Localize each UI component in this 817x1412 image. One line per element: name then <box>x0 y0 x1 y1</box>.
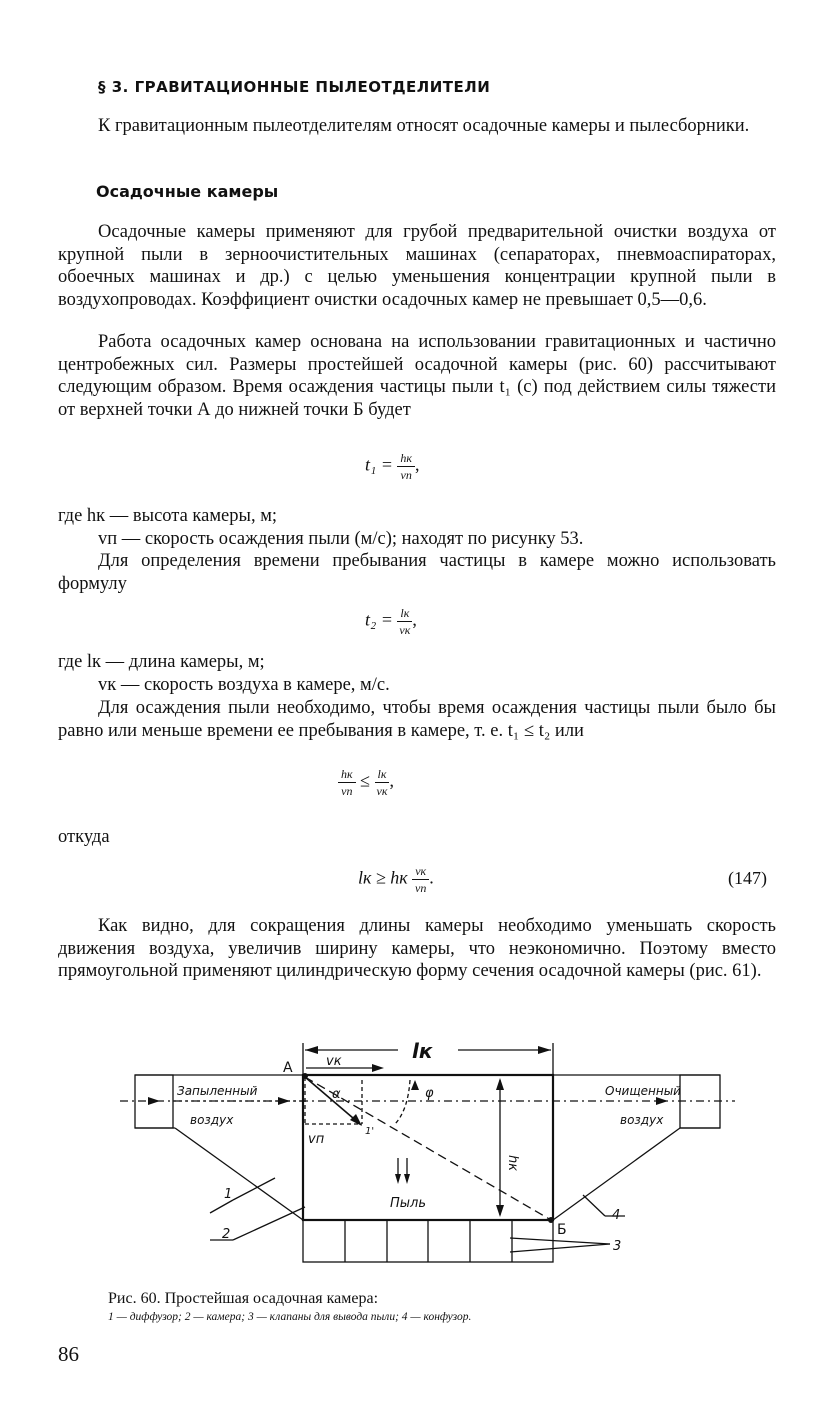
figure-legend: 1 — диффузор; 2 — камера; 3 — клапаны для вывода пыли; 4 — конфузор. <box>108 1311 472 1323</box>
label-1: 1 <box>224 1187 233 1202</box>
where-2a: где lк — длина камеры, м; <box>58 652 265 672</box>
label-alpha: α <box>332 1087 341 1102</box>
dust-valves <box>303 1220 553 1262</box>
equation-3-fraction-right <box>375 766 390 799</box>
equation-2-fraction <box>397 605 412 638</box>
paragraph-3-text: Для определения времени пребывания частицы в камере можно использовать формулу <box>58 551 776 594</box>
equation-4-fraction <box>412 863 429 896</box>
paragraph-3 <box>58 550 776 595</box>
equation-1-fraction <box>397 450 415 483</box>
equation-2-numerator: lк <box>397 605 412 622</box>
paragraph-2-text: Работа осадочных камер основана на использовании гравитационных и частично центробежных сил. Размеры простейшей осадочной камеры (рис. 60) рассчитывают следующим образом. Время осаждения частицы пыли t₁ (с) под действием силы тяжести от верхней точки А до нижней точки Б будет <box>58 332 776 420</box>
equation-3-relation: ≤ <box>360 770 371 791</box>
label-phi: φ <box>425 1086 434 1101</box>
equation-1-tail: , <box>415 454 420 475</box>
figure-caption: Рис. 60. Простейшая осадочная камера: <box>108 1290 379 1307</box>
intro-paragraph <box>58 115 776 138</box>
equation-3-numerator-left: hк <box>338 766 356 783</box>
where-2b: vк — скорость воздуха в камере, м/с. <box>98 675 390 695</box>
label-dusty-air-1: Запыленный <box>177 1084 258 1098</box>
label-dusty-air-2: воздух <box>190 1113 234 1127</box>
paragraph-5 <box>58 915 776 983</box>
equation-4 <box>358 863 434 896</box>
equation-1-lhs: t₁ = <box>365 454 393 475</box>
label-3: 3 <box>613 1239 622 1254</box>
paragraph-5-text: Как видно, для сокращения длины камеры необходимо уменьшать скорость движения воздуха, увеличив ширину камеры, что неэкономично. Поэтому вместо прямоугольной применяют цилиндрическую форму сечения осадочной камеры (рис. 61). <box>58 916 776 981</box>
equation-1-denominator: vп <box>400 468 412 482</box>
label-2: 2 <box>222 1227 231 1242</box>
label-hk: hк <box>505 1155 520 1172</box>
subheading: Осадочные камеры <box>96 182 279 201</box>
equation-2-denominator: vк <box>399 623 411 637</box>
label-A: А <box>283 1060 293 1076</box>
label-dust: Пыль <box>390 1196 427 1211</box>
figure-settling-chamber <box>100 1030 740 1280</box>
label-4: 4 <box>612 1208 621 1223</box>
label-lk: lк <box>412 1039 433 1063</box>
label-vk: vк <box>326 1054 342 1069</box>
leader-3a <box>510 1238 610 1244</box>
leader-1 <box>233 1178 275 1200</box>
label-clean-air-1: Очищенный <box>605 1084 681 1098</box>
paragraph-2 <box>58 331 776 421</box>
intro-text: К гравитационным пылеотделителям относят осадочные камеры и пылесборники. <box>98 116 750 136</box>
label-vp: vп <box>308 1132 325 1147</box>
section-heading: § 3. ГРАВИТАЦИОННЫЕ ПЫЛЕОТДЕЛИТЕЛИ <box>98 78 491 96</box>
equation-number: (147) <box>728 868 767 888</box>
paragraph-1 <box>58 221 776 311</box>
equation-2-tail: , <box>412 609 417 630</box>
where-1b: vп — скорость осаждения пыли (м/с); находят по рисунку 53. <box>98 529 584 549</box>
equation-3 <box>338 766 394 799</box>
leader-2 <box>233 1207 305 1240</box>
leader-4 <box>583 1195 605 1216</box>
paragraph-4-text: Для осаждения пыли необходимо, чтобы время осаждения частицы пыли было бы равно или меньше времени ее пребывания в камере, т. е. t₁ ≤ t₂ или <box>58 698 776 741</box>
equation-2-lhs: t₂ = <box>365 609 393 630</box>
equation-1 <box>365 450 420 483</box>
equation-3-denominator-left: vп <box>341 784 353 798</box>
paragraph-1-text: Осадочные камеры применяют для грубой предварительной очистки воздуха от крупной пыли в зерноочистительных машинах (сепараторах, пневмоаспираторах, обоечных машинах и др.) с целью уменьшения концентрации крупной пыли в воздухопроводах. Коэффициент очистки осадочных камер не превышает 0,5—0,6. <box>58 222 776 310</box>
equation-2 <box>365 605 417 638</box>
label-B: Б <box>557 1222 567 1238</box>
page-number: 86 <box>58 1342 79 1366</box>
paragraph-4 <box>58 697 776 742</box>
equation-3-denominator-right: vк <box>376 784 388 798</box>
where-1a: где hк — высота камеры, м; <box>58 506 278 526</box>
otkuda: откуда <box>58 827 110 847</box>
equation-4-numerator: vк <box>412 863 429 880</box>
leader-3b <box>510 1244 610 1252</box>
equation-3-tail: , <box>389 770 394 791</box>
equation-3-fraction-left <box>338 766 356 799</box>
equation-4-denominator: vп <box>415 881 427 895</box>
equation-4-tail: . <box>429 867 434 888</box>
label-point-1: 1' <box>365 1126 375 1137</box>
equation-1-numerator: hк <box>397 450 415 467</box>
label-clean-air-2: воздух <box>620 1113 664 1127</box>
equation-4-lhs: lк ≥ hк <box>358 867 408 888</box>
equation-3-numerator-right: lк <box>375 766 390 783</box>
